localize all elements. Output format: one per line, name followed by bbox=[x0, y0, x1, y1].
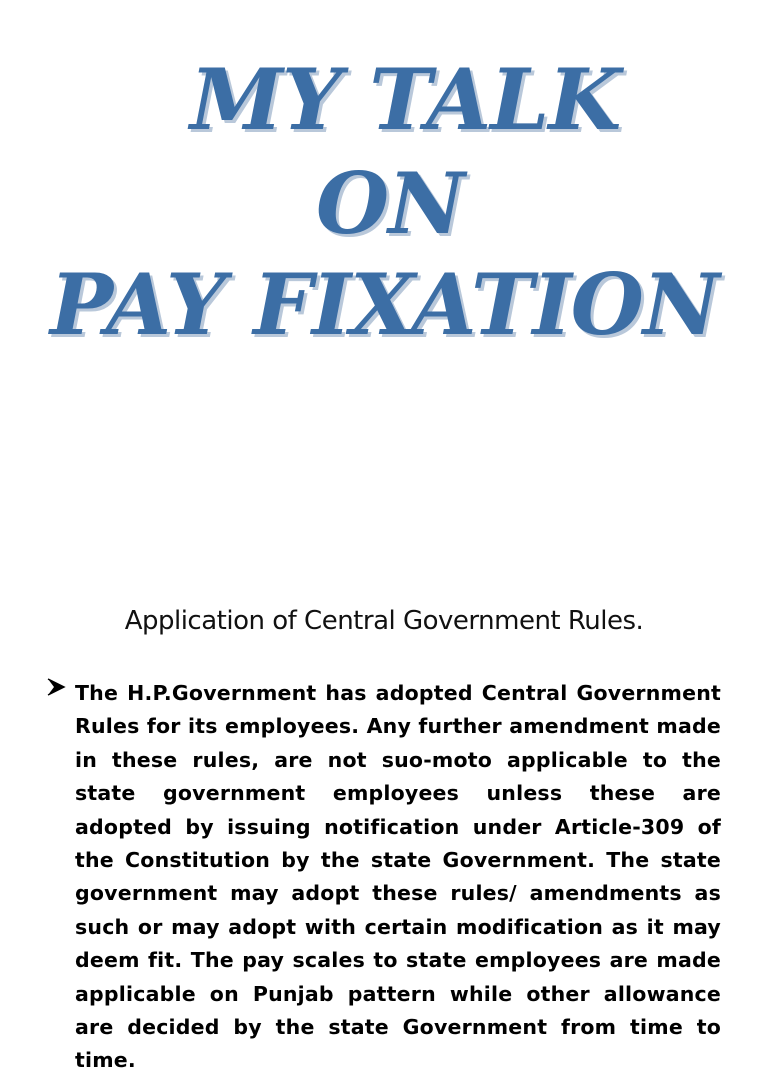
bullet-paragraph: The H.P.Government has adopted Central Government Rules for its employees. Any further amendment made in these rules, are not suo-moto applicable to the state government employees unless these are adopted by issuing notification under Article-309 of the Constitution by the state Government. The state government may adopt these rules/ amendments as such or may adopt with certain modification as it may deem fit. The pay scales to state employees are made applicable on Punjab pattern while other allowance are decided by the state Government from time to time. bbox=[75, 681, 721, 1073]
section-subtitle: Application of Central Government Rules. bbox=[124, 606, 644, 636]
title-line-1: MY TALK bbox=[190, 50, 621, 149]
arrow-bullet-icon bbox=[46, 676, 66, 698]
title-line-2: ON bbox=[316, 154, 464, 253]
title-line-3: PAY FIXATION bbox=[50, 255, 719, 354]
